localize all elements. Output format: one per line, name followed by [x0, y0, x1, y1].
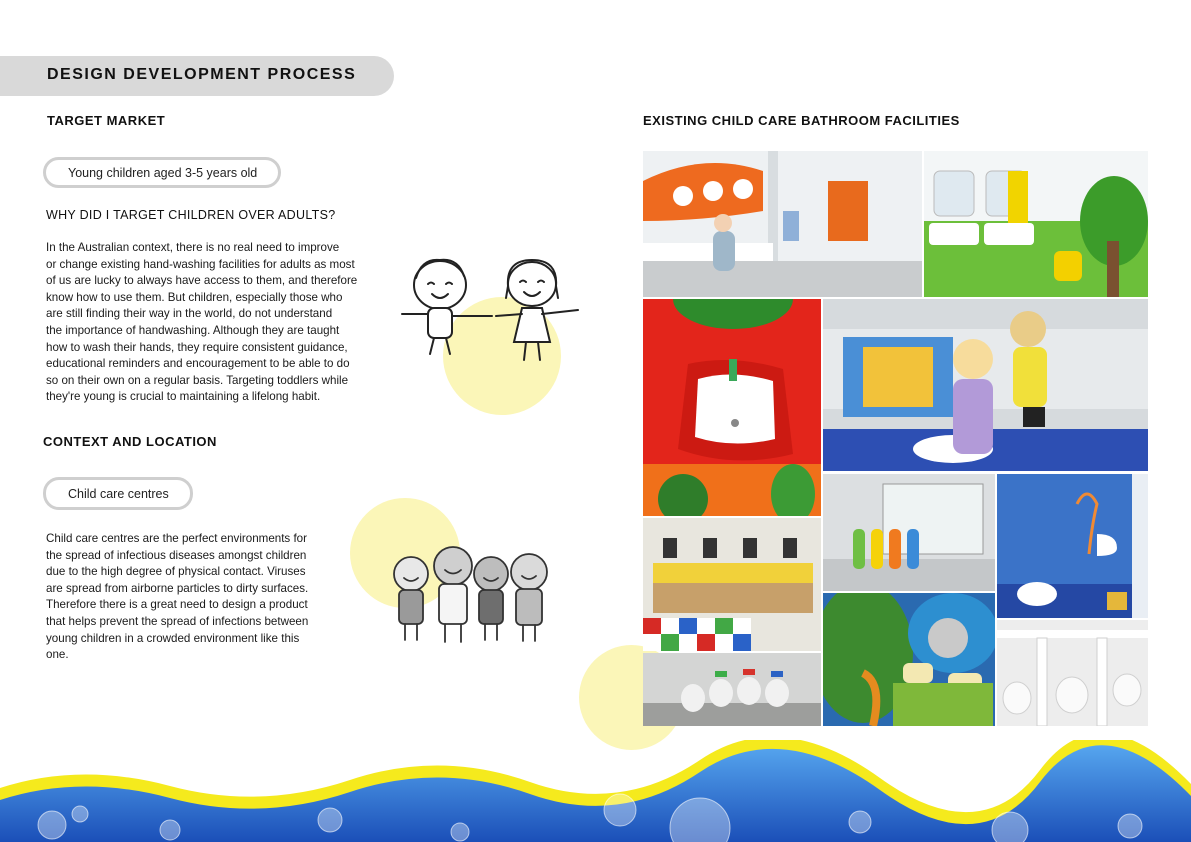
why-line: In the Australian context, there is no real need to improve: [46, 241, 340, 254]
bathroom-photo-red-sink: [643, 299, 821, 516]
facilities-heading: EXISTING CHILD CARE BATHROOM FACILITIES: [643, 113, 960, 128]
bathroom-photo-checker-floor: [643, 518, 821, 651]
bathroom-photo-small-toilets: [643, 653, 821, 726]
bathroom-photo-green-wall: [924, 151, 1148, 297]
why-line: know how to use them. But children, especially those who: [46, 290, 343, 304]
context-line: the spread of infectious diseases amongst children: [46, 548, 307, 562]
context-line: Therefore there is a great need to design a product: [46, 598, 308, 612]
bathroom-photo-orange-wall: [643, 151, 922, 297]
bathroom-photo-blue-flamingo: [997, 474, 1148, 618]
context-heading: CONTEXT AND LOCATION: [43, 434, 217, 449]
context-line: Child care centres are the perfect environments for: [46, 532, 307, 545]
bathroom-photo-jungle-mural: [823, 593, 995, 726]
why-line: the importance of handwashing. Although they are taught: [46, 323, 340, 337]
bathroom-photo-girls-washing: [823, 299, 1148, 471]
page-title: DESIGN DEVELOPMENT PROCESS: [47, 66, 357, 83]
why-line: or change existing hand-washing facilities for adults as most: [46, 257, 355, 271]
why-paragraph: [46, 240, 386, 406]
why-line: how to wash their hands, they require consistent guidance,: [46, 340, 348, 354]
bathroom-photo-white-stalls: [997, 620, 1148, 726]
context-paragraph: [46, 531, 346, 664]
why-line: are still finding their way in the world, do not understand: [46, 307, 333, 321]
two-children-illustration: [392, 250, 592, 380]
context-line: that helps prevent the spread of infections between: [46, 614, 309, 628]
context-line: one.: [46, 648, 69, 662]
target-market-pill: [43, 157, 281, 188]
target-market-heading: TARGET MARKET: [47, 113, 166, 128]
context-pill: [43, 477, 193, 510]
why-line: of us are lucky to always have access to them, and therefore: [46, 274, 358, 288]
why-heading: WHY DID I TARGET CHILDREN OVER ADULTS?: [46, 208, 336, 222]
bathroom-photo-window-toilets: [823, 474, 995, 591]
water-wave-footer: [0, 740, 1191, 842]
context-line: due to the high degree of physical contact. Viruses: [46, 565, 306, 579]
context-pill-label: Child care centres: [68, 486, 169, 501]
target-market-pill-label: Young children aged 3-5 years old: [68, 165, 258, 180]
group-of-children-illustration: [383, 540, 563, 650]
context-line: young children in a crowded environment like this: [46, 631, 300, 645]
why-line: so on their own on a regular basis. Targeting toddlers while: [46, 373, 349, 387]
why-line: they're young is crucial to maintaining a lifelong habit.: [46, 390, 321, 404]
why-line: educational reminders and encouragement to be able to do: [46, 357, 350, 371]
context-line: are spread from airborne particles to dirty surfaces.: [46, 581, 309, 595]
